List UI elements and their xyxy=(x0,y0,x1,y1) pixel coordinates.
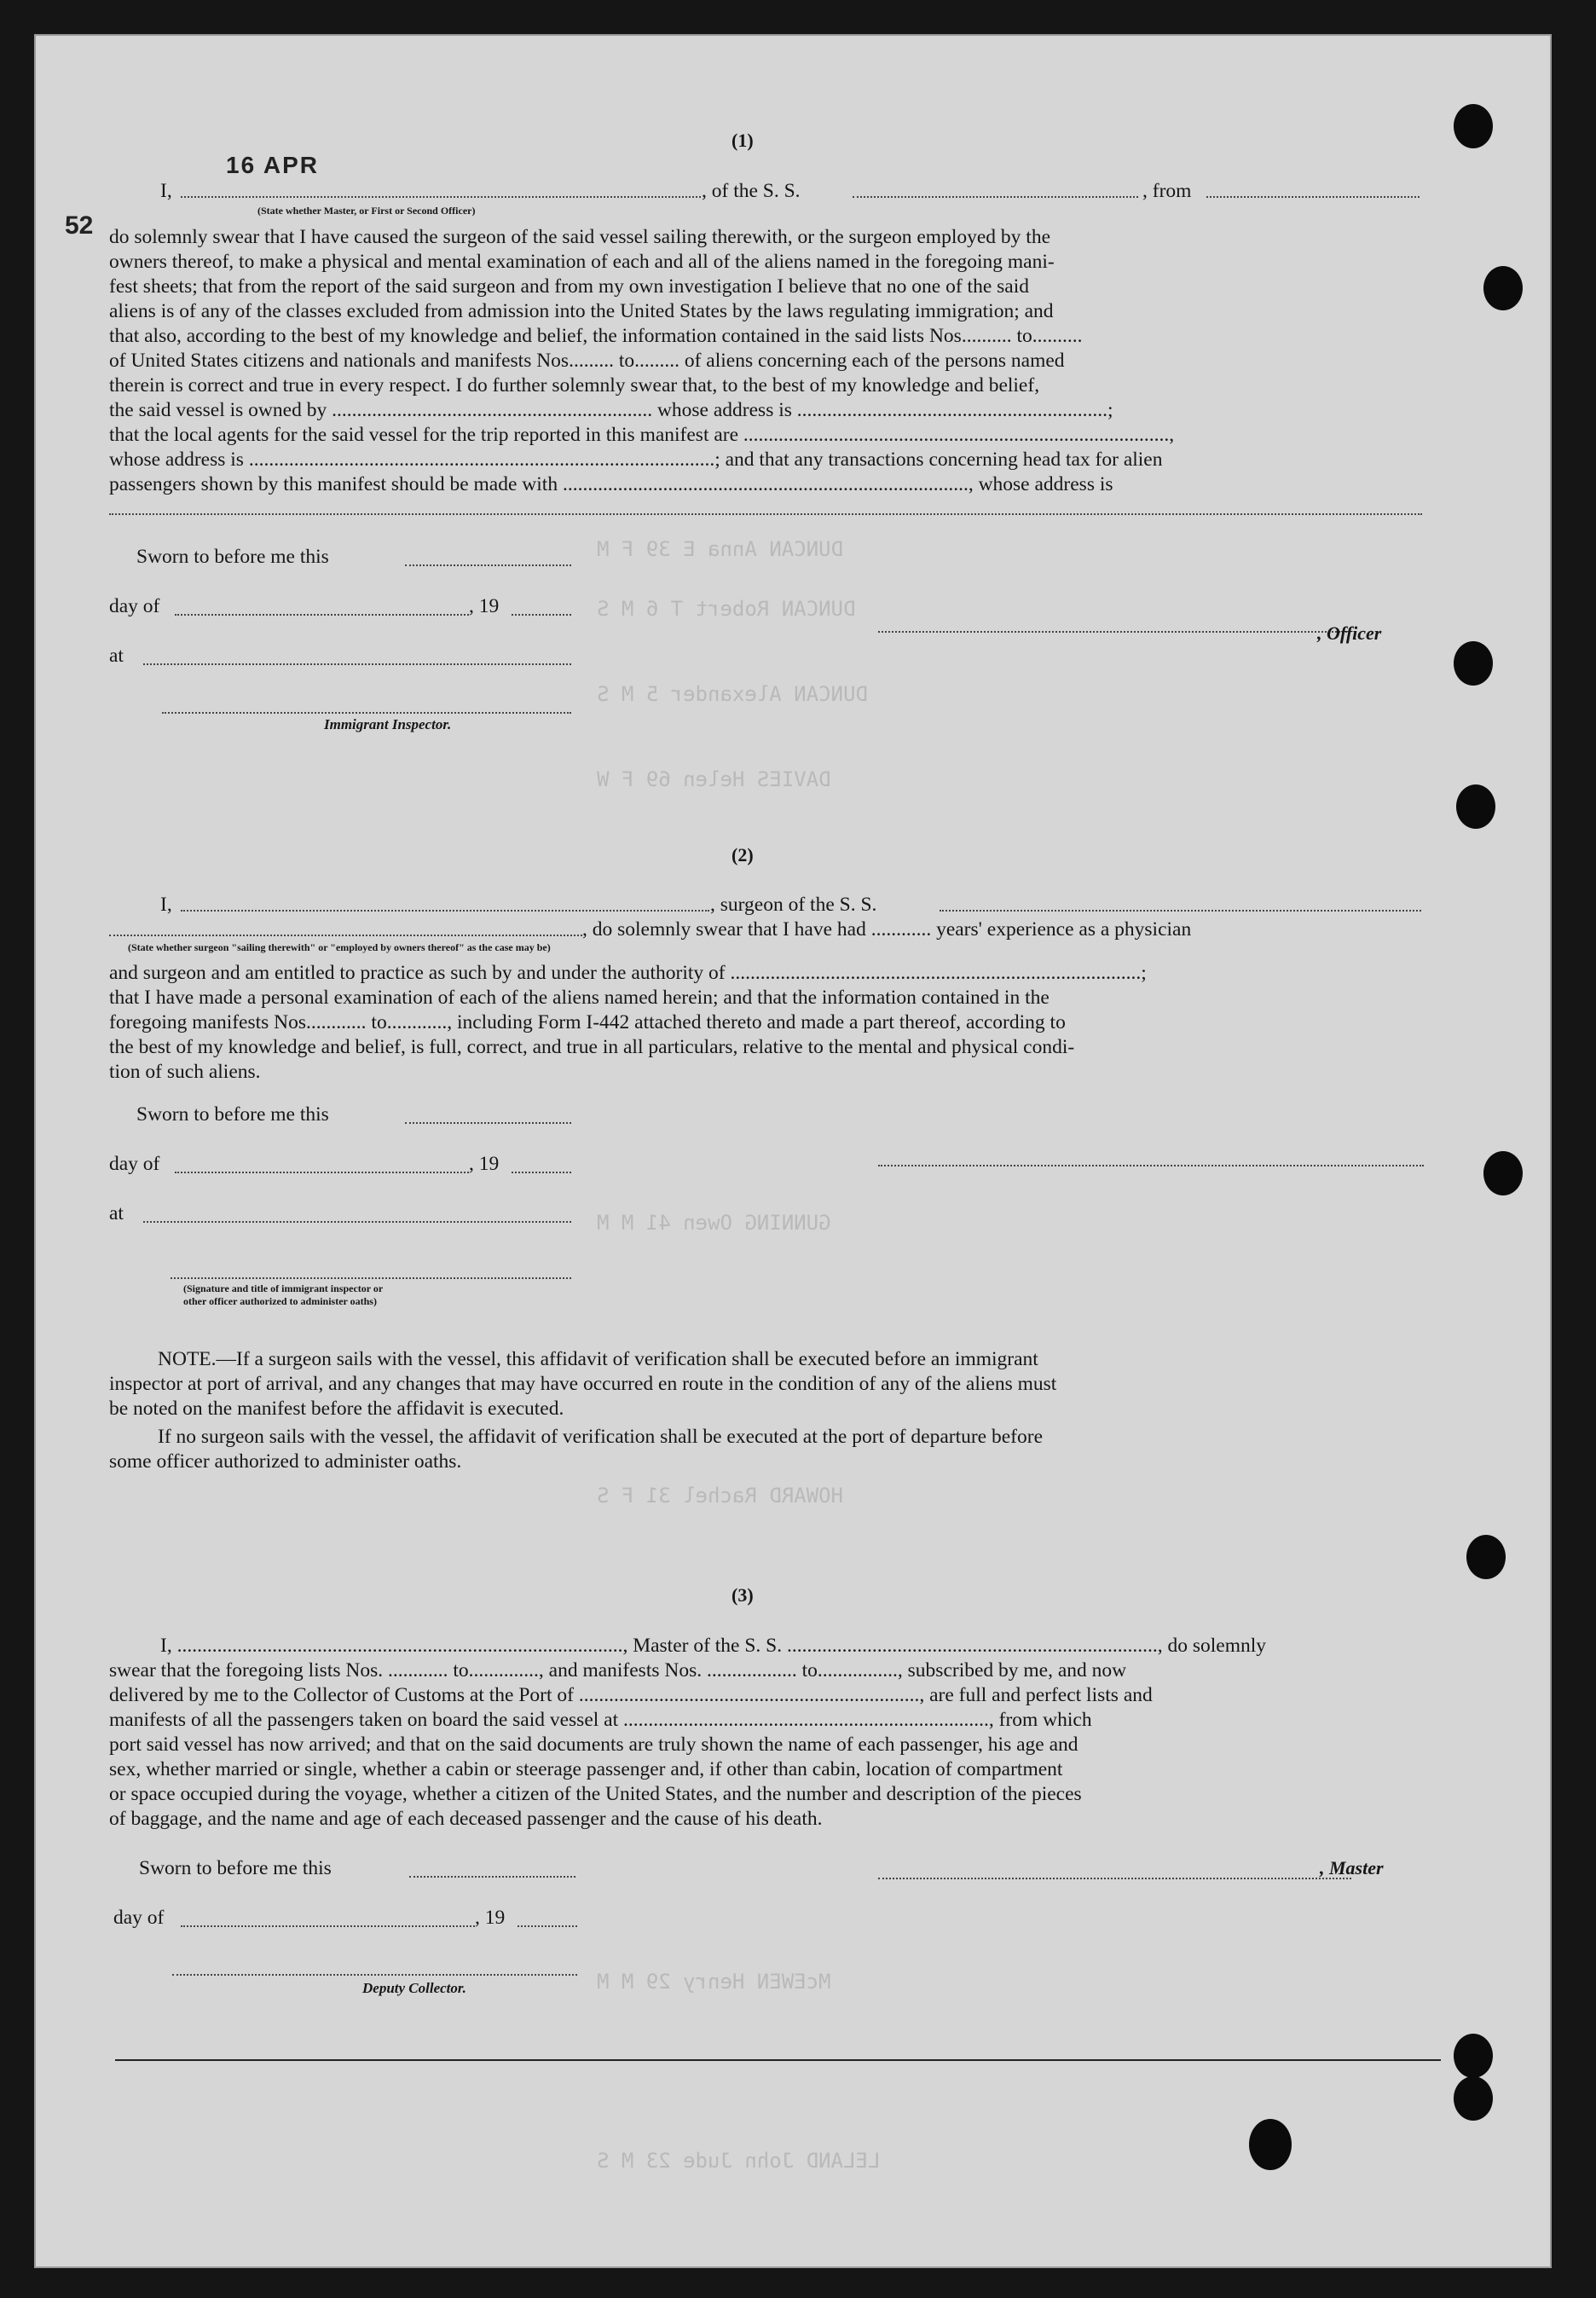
oath-line: , do solemnly swear that I have had ............ years' experience as a physician xyxy=(582,918,1192,941)
oath-line: owners thereof, to make a physical and mental examination of each and all of the aliens named in the foregoing mani- xyxy=(109,251,1055,273)
oath-line: of baggage, and the name and age of each deceased passenger and the cause of his death. xyxy=(109,1808,823,1830)
oath-line: I, xyxy=(160,180,172,202)
year-label: , 19 xyxy=(469,595,500,617)
day-label: day of xyxy=(109,1153,160,1175)
field-note: (State whether surgeon "sailing therewith" or "employed by owners thereof" as the case may be) xyxy=(128,941,551,953)
field-note: (State whether Master, or First or Second Officer) xyxy=(257,205,476,217)
signature-note: (Signature and title of immigrant inspector or xyxy=(183,1282,384,1294)
bottom-rule xyxy=(115,2059,1441,2061)
punch-hole xyxy=(1454,104,1493,148)
oath-line: or space occupied during the voyage, whether a citizen of the United States, and the number and description of the pieces xyxy=(109,1783,1082,1805)
oath-line: sex, whether married or single, whether a cabin or steerage passenger and, if other than cabin, location of compartment xyxy=(109,1758,1063,1780)
punch-hole xyxy=(1454,641,1493,686)
at-label: at xyxy=(109,645,124,667)
ghost-line: LELAND John Jude 23 M S xyxy=(597,2149,881,2173)
punch-hole xyxy=(1249,2119,1292,2170)
oath-line: I, xyxy=(160,894,172,916)
oath-line: passengers shown by this manifest should be made with ................................................................................., whose address is xyxy=(109,473,1113,495)
oath-line: that also, according to the best of my knowledge and belief, the information contained in the said lists Nos.......... to.......... xyxy=(109,325,1083,347)
oath-line: port said vessel has now arrived; and that on the said documents are truly shown the name of each passenger, his age and xyxy=(109,1734,1078,1756)
note-line: some officer authorized to administer oaths. xyxy=(109,1450,462,1473)
oath-line: swear that the foregoing lists Nos. ............ to.............., and manifests Nos. .................. to................, subscribed by me, and now xyxy=(109,1659,1127,1682)
oath-line: delivered by me to the Collector of Customs at the Port of ...................................................................., are full and perfect lists and xyxy=(109,1684,1153,1706)
punch-hole xyxy=(1454,2076,1493,2121)
section-number: (1) xyxy=(732,130,754,151)
oath-line: I, ........................................................................................., Master of the S. S. .........................................................................., do solemnly xyxy=(160,1635,1267,1657)
oath-line: , of the S. S. xyxy=(702,180,801,202)
oath-line: that the local agents for the said vessel for the trip reported in this manifest are ....................................................................................., xyxy=(109,424,1175,446)
oath-line: of United States citizens and nationals and manifests Nos......... to......... of aliens concerning each of the persons named xyxy=(109,350,1065,372)
oath-line: and surgeon and am entitled to practice as such by and under the authority of ..................................................................................; xyxy=(109,962,1147,984)
punch-hole xyxy=(1483,266,1523,310)
year-label: , 19 xyxy=(469,1153,500,1175)
oath-line: foregoing manifests Nos............ to............, including Form I-442 attached thereto and made a part thereof, according to xyxy=(109,1011,1066,1033)
collector-title: Deputy Collector. xyxy=(362,1980,466,1996)
oath-line: fest sheets; that from the report of the said surgeon and from my own investigation I believe that no one of the said xyxy=(109,275,1029,298)
ghost-line: DAVIES Helen 69 F W xyxy=(597,767,831,791)
at-label: at xyxy=(109,1202,124,1224)
ghost-line: DUNCAN Anna E 39 F M xyxy=(597,537,843,561)
punch-hole xyxy=(1483,1151,1523,1195)
manifest-page xyxy=(34,34,1552,2268)
ghost-line: DUNCAN Robert T 6 M S xyxy=(597,597,856,621)
oath-line: tion of such aliens. xyxy=(109,1061,261,1083)
master-title: , Master xyxy=(1320,1857,1384,1878)
year-label: , 19 xyxy=(475,1907,506,1929)
note-line: be noted on the manifest before the affidavit is executed. xyxy=(109,1398,564,1420)
oath-line: do solemnly swear that I have caused the surgeon of the said vessel sailing therewith, or the surgeon employed by the xyxy=(109,226,1051,248)
oath-line: , surgeon of the S. S. xyxy=(710,894,877,916)
section-number: (2) xyxy=(732,844,754,865)
signature-note: other officer authorized to administer oaths) xyxy=(183,1295,377,1307)
oath-line: aliens is of any of the classes excluded from admission into the United States by the laws regulating immigration; and xyxy=(109,300,1054,322)
ghost-line: McEWEN Henry 29 M M xyxy=(597,1970,831,1994)
day-label: day of xyxy=(113,1907,165,1929)
oath-line: whose address is .............................................................................................; and that any transactions concerning head tax for alien xyxy=(109,449,1163,471)
note-line: NOTE.—If a surgeon sails with the vessel, this affidavit of verification shall be executed before an immigrant xyxy=(158,1348,1038,1370)
ghost-line: GUNNING Owen 41 M M xyxy=(597,1211,831,1235)
oath-line: therein is correct and true in every respect. I do further solemnly swear that, to the best of my knowledge and belief, xyxy=(109,374,1040,397)
punch-hole xyxy=(1456,784,1495,829)
inspector-title: Immigrant Inspector. xyxy=(324,716,452,732)
date-stamp: 16 APR xyxy=(226,152,320,178)
note-line: If no surgeon sails with the vessel, the affidavit of verification shall be executed at the port of departure before xyxy=(158,1426,1043,1448)
oath-line: the said vessel is owned by ................................................................ whose address is ..............................................................; xyxy=(109,399,1113,421)
sworn-label: Sworn to before me this xyxy=(136,1103,329,1126)
oath-line: that I have made a personal examination of each of the aliens named herein; and that the information contained in the xyxy=(109,987,1050,1009)
oath-line: the best of my knowledge and belief, is full, correct, and true in all particulars, relative to the mental and physical condi- xyxy=(109,1036,1075,1058)
oath-line: manifests of all the passengers taken on board the said vessel at ........................................................................., from which xyxy=(109,1709,1092,1731)
officer-title: , Officer xyxy=(1317,622,1382,644)
note-line: inspector at port of arrival, and any changes that may have occurred en route in the condition of any of the aliens must xyxy=(109,1373,1057,1395)
sworn-label: Sworn to before me this xyxy=(139,1857,332,1879)
section-number: (3) xyxy=(732,1584,754,1606)
ghost-line: HOWARD Rachel 31 F S xyxy=(597,1484,843,1508)
page-number-stamp: 52 xyxy=(65,211,94,240)
oath-line: , from xyxy=(1142,180,1192,202)
sworn-label: Sworn to before me this xyxy=(136,546,329,568)
punch-hole xyxy=(1466,1535,1506,1579)
ghost-line: DUNCAN Alexander 5 M S xyxy=(597,682,868,706)
day-label: day of xyxy=(109,595,160,617)
punch-hole xyxy=(1454,2034,1493,2078)
